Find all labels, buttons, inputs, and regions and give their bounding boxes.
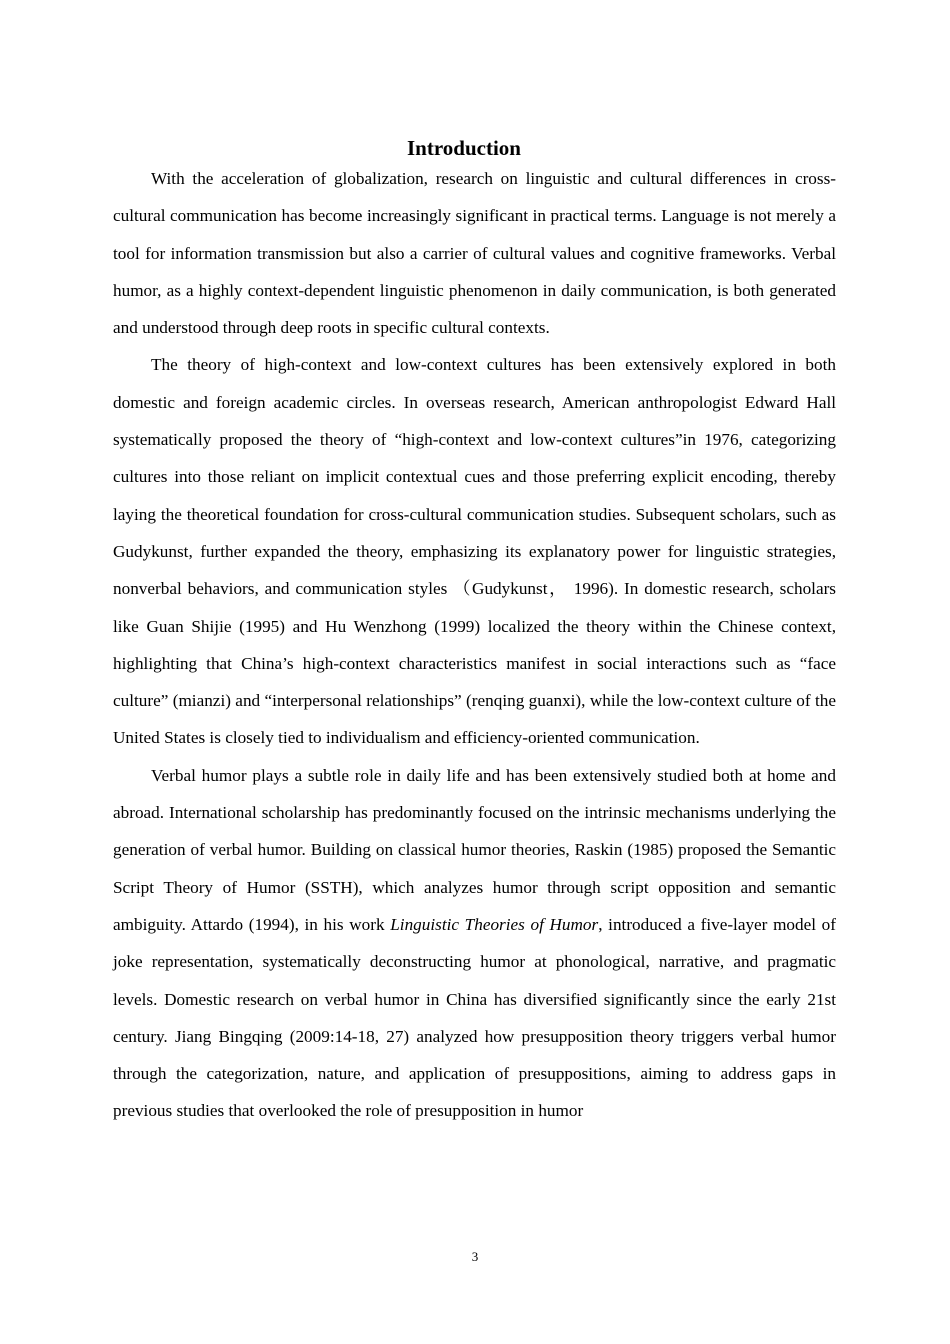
paragraph-globalization: With the acceleration of globalization, research on linguistic and cultural differences in cross-cultural communication has become increasingly significant in practical terms. Language is not merely a tool for information transmission but also a carrier of cultural values and cognitive frameworks. Verbal humor, as a highly context-dependent linguistic phenomenon in daily communication, is both generated and understood through deep roots in specific cultural contexts. bbox=[113, 169, 836, 338]
paragraph-context-theory: The theory of high-context and low-context cultures has been extensively explored in both domestic and foreign academic circles. In overseas research, American anthropologist Edward Hall systematically proposed the theory of “high-context and low-context cultures”in 1976, categorizing cultures into those reliant on implicit contextual cues and those preferring explicit encoding, thereby laying the theoretical foundation for cross-cultural communication studies. Subsequent scholars, such as Gudykunst, further expanded the theory, emphasizing its explanatory power for linguistic strategies, nonverbal behaviors, and communication styles （Gudykunst， 1996). In domestic research, scholars like Guan Shijie (1995) and Hu Wenzhong (1999) localized the theory within the Chinese context, highlighting that China’s high-context characteristics manifest in social interactions such as “face culture” (mianzi) and “interpersonal relationships” (renqing guanxi), while the low-context culture of the United States is closely tied to individualism and efficiency-oriented communication. bbox=[113, 355, 836, 748]
book-title-italic: Linguistic Theories of Humor bbox=[390, 914, 599, 934]
paragraph-verbal-humor-text-before: Verbal humor plays a subtle role in daily life and has been extensively studied both at home and abroad. International scholarship has predominantly focused on the intrinsic mechanisms underlying the generation of verbal humor. Building on classical humor theories, Raskin (1985) proposed the Semantic Script Theory of Humor (SSTH), which analyzes humor through script opposition and semantic ambiguity. Attardo (1994), in his work bbox=[113, 765, 836, 934]
page-title: Introduction bbox=[407, 136, 521, 160]
page-number: 3 bbox=[471, 1249, 479, 1264]
paragraph-verbal-humor-text-after: , introduced a five-layer model of joke representation, systematically deconstructing humor at phonological, narrative, and pragmatic levels. Domestic research on verbal humor in China has diversified significantly since the early 21st century. Jiang Bingqing (2009:14-18, 27) analyzed how presupposition theory triggers verbal humor through the categorization, nature, and application of presuppositions, aiming to address gaps in previous studies that overlooked the role of presupposition in humor bbox=[113, 914, 837, 1121]
body-text bbox=[113, 160, 836, 1130]
paragraph-verbal-humor bbox=[113, 757, 836, 1130]
